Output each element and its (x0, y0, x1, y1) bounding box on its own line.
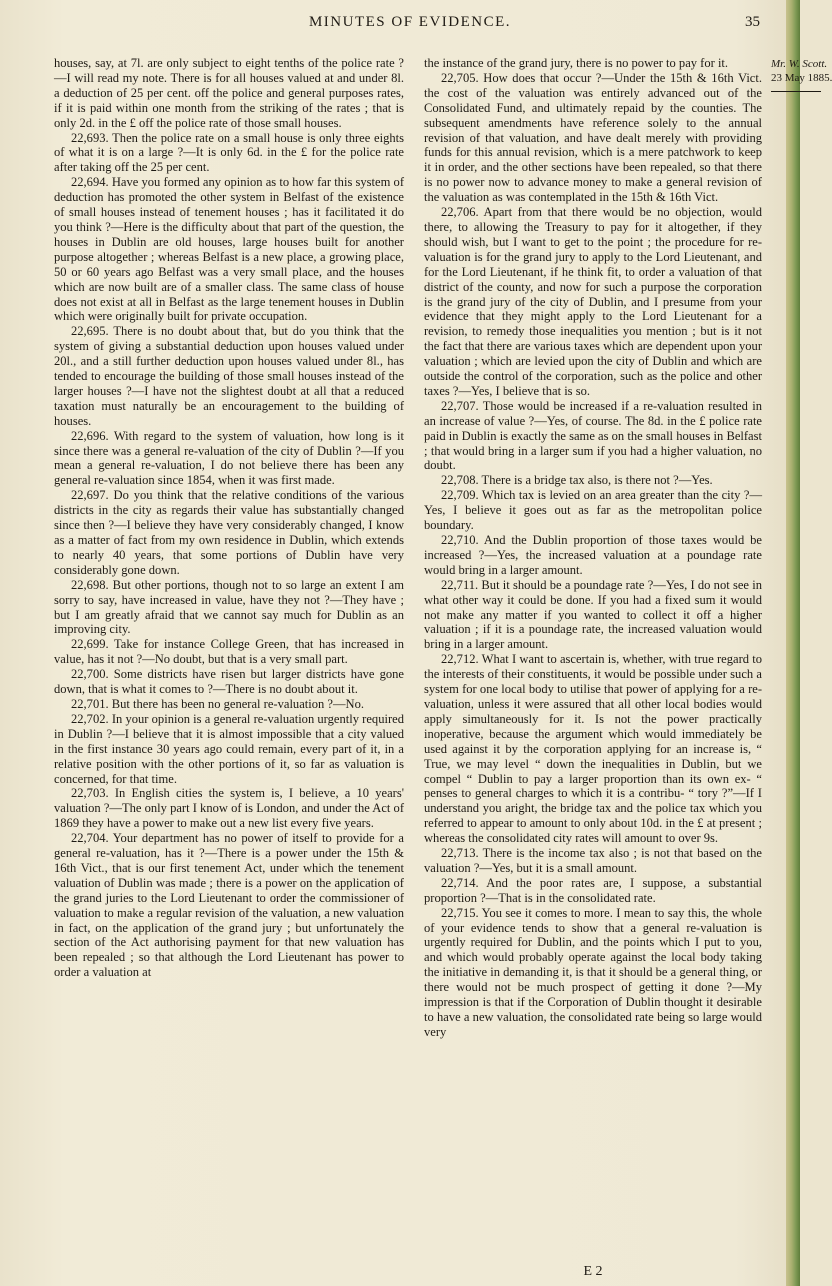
evidence-paragraph: 22,703. In English cities the system is, I believe, a 10 years' valuation ?—The only part I know of is London, and under the Act of 1869 they have a power to make out a new list every five years. (54, 786, 404, 831)
evidence-paragraph: the instance of the grand jury, there is no power to pay for it. (424, 56, 729, 70)
evidence-paragraph: 22,694. Have you formed any opinion as to how far this system of deduction has promoted the other system in Belfast of the existence of small houses instead of tenement houses ; has it facilitated it do you think ?—Here is the difficulty about that part of the question, the houses in Dublin are old houses, large houses built for another purpose altogether ; whereas Belfast is a new place, a growing place, 50 or 60 years ago Belfast was a very small place, and the houses which are now built are of a smaller class. The same class of house does not exist at all in Belfast as the large tenement houses in Dublin which were originally built for private occupation. (54, 175, 404, 324)
evidence-paragraph: 22,710. And the Dublin proportion of those taxes would be increased ?—Yes, the increased valuation at a poundage rate would bring in a larger amount. (424, 533, 762, 577)
evidence-paragraph: 22,707. Those would be increased if a re-valuation resulted in an increase of value ?—Yes, of course. The 8d. in the £ police rate paid in Dublin is exactly the same as on the small houses in Belfast ; that would bring in a larger sum if you had a higher valuation, no doubt. (424, 398, 762, 473)
evidence-paragraph: 22,695. There is no doubt about that, but do you think that the system of giving a substantial deduction upon houses valued under 20l., and a still further deduction upon houses valued under 8l., has tended to encourage the building of those small houses instead of the larger houses ?—I have not the slightest doubt at all that a reduced taxation must naturally be an encouragement to the building of houses. (54, 324, 404, 428)
evidence-paragraph: 22,714. And the poor rates are, I suppose, a substantial proportion ?—That is in the consolidated rate. (424, 875, 762, 905)
evidence-paragraph: 22,708. There is a bridge tax also, is there not ?—Yes. (441, 473, 713, 488)
right-column (424, 56, 762, 1040)
evidence-paragraph: 22,715. You see it comes to more. I mean to say this, the whole of your evidence tends to show that a general re-valuation is urgently required for Dublin, and the points which I put to you, and which would probably operate against the local body taking the initiative in demanding it, is that it should be a general thing, or there would not be much prospect of getting it done ?—My impression is that if the Corporation of Dublin thought it desirable to have a new valuation, the consolidated rate being so large would very (424, 905, 762, 1039)
page-header (60, 14, 760, 40)
evidence-paragraph: 22,697. Do you think that the relative conditions of the various districts in the city as regards their value has substantially changed since then ?—I believe they have very considerably changed, I know as a matter of fact from my own residence in Dublin, which extends to nearly 40 years, that some portions of Dublin have very considerably gone down. (54, 488, 404, 577)
left-column (54, 56, 404, 980)
evidence-paragraph: 22,706. Apart from that there would be no objection, would there, to allowing the Treasury to pay for it altogether, if they should wish, but I want to get to the point ; the procedure for re-valuation is for the grand jury to apply to the Lord Lieutenant, and for the Lord Lieutenant, if he think fit, to order a valuation of that district of the county, and now for such a purpose the corporation is the grand jury of the city of Dublin, and I presume from your evidence that they might apply to the Lord Lieutenant for a revision, to remedy those inequalities you mention ; but is it not the fact that there are various taxes which are dependent upon your valuation ; which are levied upon the city of Dublin and which are outside the control of the corporation, such as the police and other taxes ?—Yes, I believe that is so. (424, 205, 762, 398)
margin-rule (771, 91, 821, 92)
evidence-paragraph: 22,700. Some districts have risen but larger districts have gone down, that is what it comes to ?—There is no doubt about it. (54, 667, 404, 697)
page-number: 35 (745, 14, 760, 30)
witness-name: Mr. W. Scott. (771, 58, 828, 70)
page-title: MINUTES OF EVIDENCE. (308, 14, 512, 30)
evidence-paragraph: 22,696. With regard to the system of valuation, how long is it since there was a general re-valuation of the city of Dublin ?—If you mean a general re-valuation, I do not believe there has been any general re-valuation since 1854, when it was first made. (54, 428, 404, 488)
evidence-paragraph: 22,702. In your opinion is a general re-valuation urgently required in Dublin ?—I believe that it is almost impossible that a city valued in the first instance 30 years ago could remain, every part of it, in a relative position with the other portions of it, so far as valuation is concerned, for that time. (54, 711, 404, 786)
evidence-paragraph: 22,711. But it should be a poundage rate ?—Yes, I do not see in what other way it could be done. If you had a fixed sum it would not make any matter if you wanted to collect it off a higher valuation ; if it is a poundage rate, the increased valuation would bring in a larger amount. (424, 577, 762, 652)
evidence-paragraph: 22,704. Your department has no power of itself to provide for a general re-valuation, has it ?—There is a power under the 15th & 16th Vict., that is our first tenement Act, under which the tenement valuation of Dublin was made ; there is a power on the application of the grand juries to the Lord Lieutenant to order the commissioner of valuation to make a regular revision of the valuation, a new valuation in fact, on the application of the grand jury ; but unfortunately the section of the Act authorising payment for that new valuation has been repealed ; so that although the Lord Lieutenant has power to order a valuation at (54, 831, 404, 980)
evidence-paragraph: 22,693. Then the police rate on a small house is only three eights of what it is on a large ?—It is only 6d. in the £ for the police rate after taking off the 25 per cent. (54, 130, 404, 175)
evidence-paragraph: 22,712. What I want to ascertain is, whether, with true regard to the interests of their constituents, it would be possible under such a system for one local body to utilise that power of applying for a re-valuation, unless it were assured that all other local bodies would apply simultaneously for it. Is not the power practically inoperative, because the argument which would immediately be used against it by the corporation applying for an increase is, “ True, we may level “ down the inequalities in Dublin, but we compel “ Dublin to pay a larger proportion than its own ex- “ penses to general charges to which it is a contribu- “ tory ?”—If I understand you aright, the bridge tax and the police tax which you referred to appear to amount to only about 10d. in the £ at present ; whereas the consolidated city rates will amount to over 9s. (424, 652, 762, 846)
signature-mark: E 2 (583, 1264, 603, 1279)
session-date: 23 May 1885. (771, 72, 832, 84)
evidence-paragraph: 22,698. But other portions, though not to so large an extent I am sorry to say, have increased in value, have they not ?—They have ; but I am greatly afraid that we cannot say much for Dublin as an improving city. (54, 577, 404, 637)
evidence-paragraph: 22,701. But there has been no general re-valuation ?—No. (71, 696, 365, 711)
evidence-paragraph: 22,705. How does that occur ?—Under the 15th & 16th Vict. the cost of the valuation was entirely advanced out of the Consolidated Fund, and ultimately repaid by the counties. The subsequent amendments have reference solely to the annual revision of that valuation, and have dealt merely with providing funds for this annual revision, which is a mere patchwork to keep it in order, and the other sections have been repealed, so that there is no power now to advance money to make a general revision of the valuation as was contemplated in the 15th & 16th Vict. (424, 70, 762, 205)
evidence-paragraph: 22,713. There is the income tax also ; is not that based on the valuation ?—Yes, but it is a small amount. (424, 846, 762, 875)
page-edge (786, 0, 800, 1286)
evidence-paragraph: houses, say, at 7l. are only subject to eight tenths of the police rate ?—I will read my note. There is for all houses valued at and under 8l. a deduction of 25 per cent. off the police and general purposes rates, if it is paid within one month from the striking of the rates ; that is only 2d. in the £ off the police rate of those small houses. (54, 56, 404, 130)
evidence-paragraph: 22,709. Which tax is levied on an area greater than the city ?—Yes, I believe it goes out as far as the metropolitan police boundary. (424, 488, 762, 533)
evidence-paragraph: 22,699. Take for instance College Green, that has increased in value, has it not ?—No doubt, but that is a very small part. (54, 637, 404, 667)
margin-note (771, 57, 832, 92)
